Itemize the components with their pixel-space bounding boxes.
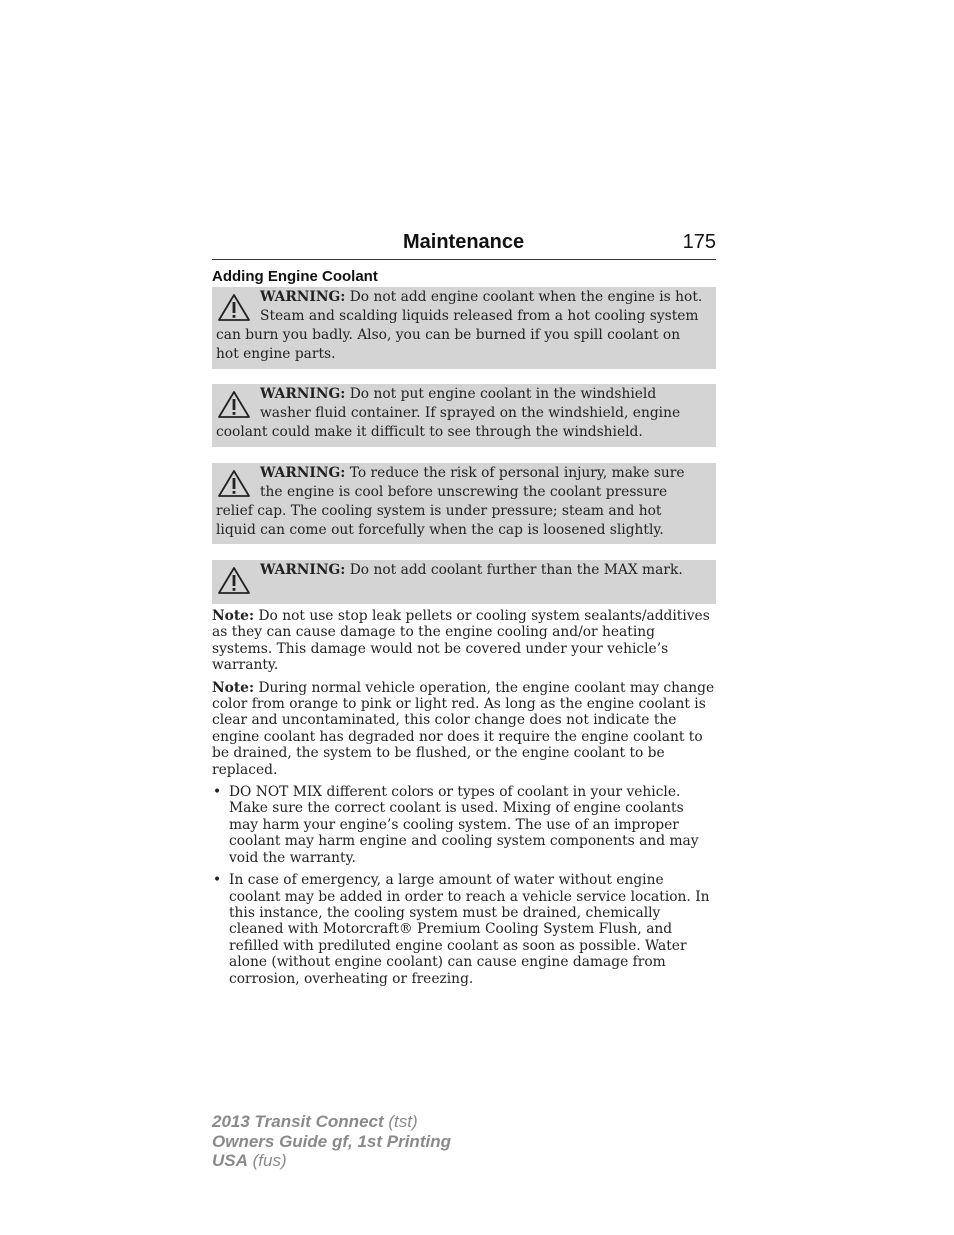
subheading: Adding Engine Coolant — [212, 268, 378, 285]
footer-model-code: (tst) — [388, 1112, 418, 1131]
note-paragraph — [212, 608, 716, 674]
list-item — [212, 784, 716, 866]
footer-line-market — [212, 1151, 451, 1171]
bullet-icon: • — [213, 872, 222, 889]
warning-box — [212, 463, 716, 544]
warning-box — [212, 287, 716, 369]
footer-market: USA — [212, 1151, 248, 1170]
page-header — [212, 229, 716, 260]
footer-model: 2013 Transit Connect — [212, 1112, 384, 1131]
warning-label: WARNING: — [260, 465, 346, 481]
list-item-text: DO NOT MIX different colors or types of coolant in your vehicle. Make sure the correct coolant is used. Mixing of engine coolants may harm your engine’s cooling system. The use of an improper coolant may harm engine and cooling system components and may void the warranty. — [229, 784, 699, 866]
note-paragraph — [212, 680, 716, 778]
warning-box — [212, 384, 716, 447]
warning-triangle-icon — [217, 293, 251, 323]
body-content — [212, 608, 716, 993]
note-text: During normal vehicle operation, the engine coolant may change color from orange to pink or light red. As long as the engine coolant is clear and uncontaminated, this color change does not indicate the engine coolant has degraded nor does it require the engine coolant to be drained, the system to be flushed, or the engine coolant to be replaced. — [212, 679, 715, 778]
warning-label: WARNING: — [260, 289, 346, 305]
bullet-icon: • — [213, 784, 222, 801]
footer-line-guide — [212, 1132, 451, 1152]
warning-triangle-icon — [217, 390, 251, 420]
footer-guide: Owners Guide gf, 1st Printing — [212, 1131, 451, 1151]
warning-label: WARNING: — [260, 386, 346, 402]
note-text: Do not use stop leak pellets or cooling system sealants/additives as they can cause damage to the engine cooling and/or heating systems. This damage would not be covered under your vehicle’s warranty. — [212, 608, 710, 674]
note-label: Note: — [212, 679, 255, 696]
list-item-text: In case of emergency, a large amount of water without engine coolant may be added in order to reach a vehicle service location. In this instance, the cooling system must be drained, chemically cleaned with Motorcraft® Premium Cooling System Flush, and refilled with prediluted engine coolant as soon as possible. Water alone (without engine coolant) can cause engine damage from corrosion, overheating or freezing. — [229, 872, 710, 987]
bullet-list — [212, 784, 716, 987]
footer-line-model — [212, 1112, 451, 1132]
warning-box — [212, 560, 716, 604]
list-item — [212, 872, 716, 987]
warning-text: Do not put engine coolant in the windshield washer fluid container. If sprayed on the windshield, engine coolant could make it difficult to see through the windshield. — [216, 386, 681, 440]
section-title: Maintenance — [403, 231, 525, 253]
warning-text: Do not add coolant further than the MAX mark. — [349, 562, 683, 578]
warning-triangle-icon — [217, 469, 251, 499]
note-label: Note: — [212, 608, 255, 624]
footer — [212, 1112, 451, 1171]
warning-label: WARNING: — [260, 562, 346, 578]
warning-triangle-icon — [217, 566, 251, 596]
page-number: 175 — [682, 231, 716, 253]
warning-text: To reduce the risk of personal injury, make sure the engine is cool before unscrewing the coolant pressure relief cap. The cooling system is under pressure; steam and hot liquid can come out forcefully when the cap is loosened slightly. — [216, 465, 685, 538]
footer-market-code: (fus) — [252, 1151, 287, 1170]
warning-text: Do not add engine coolant when the engine is hot. Steam and scalding liquids released from a hot cooling system can burn you badly. Also, you can be burned if you spill coolant on hot engine parts. — [216, 289, 703, 362]
